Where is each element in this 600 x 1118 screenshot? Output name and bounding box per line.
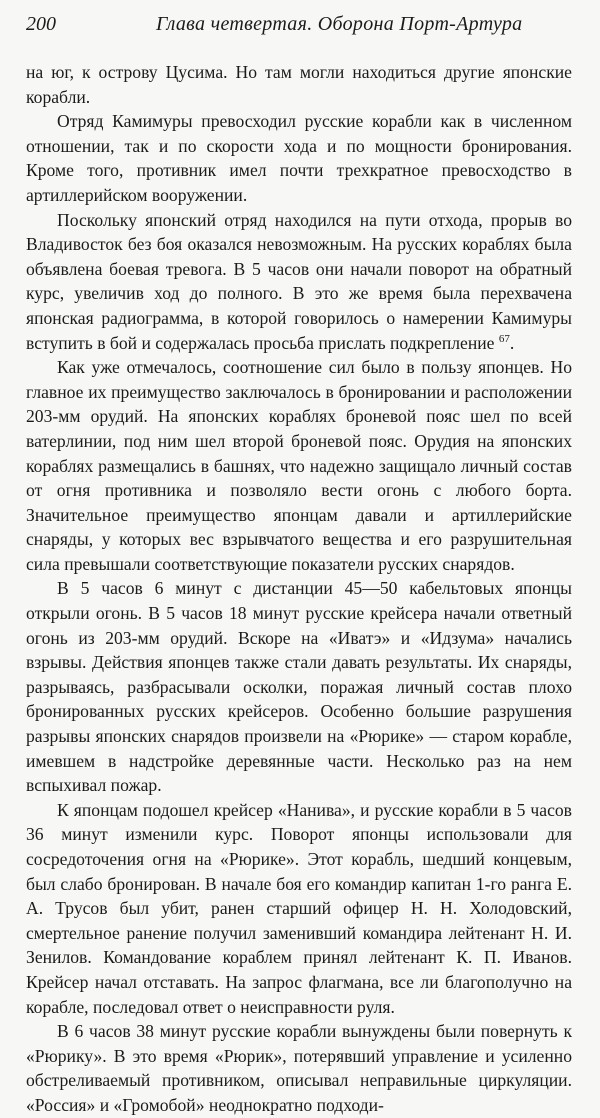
running-head [26, 14, 572, 60]
paragraph: К японцам подошел крейсер «Нанива», и русские корабли в 5 часов 36 минут изменили курс. Поворот японцы использовали для сосредоточения огня на «Рюрике». Этот корабль, шедший концевым, был слабо бронирован. В начале боя его командир капитан 1-го ранга Е. А. Трусов был убит, ранен старший офицер Н. Н. Холодовский, смертельное ранение получил заменивший командира лейтенант Н. И. Зенилов. Командование кораблем принял лейтенант К. П. Иванов. Крейсер начал отставать. На запрос флагмана, все ли благополучно на корабле, последовал ответ о неисправности руля. [26, 799, 572, 1017]
footnote-reference: 67 [498, 332, 510, 345]
page-number: 200 [26, 13, 56, 35]
paragraph: В 5 часов 6 минут с дистанции 45—50 кабельтовых японцы открыли огонь. В 5 часов 18 минут русские крейсера начали ответный огонь из 203-мм орудий. Вскоре на «Иватэ» и «Идзума» начались взрывы. Действия японцев также стали давать результаты. Их снаряды, разрываясь, разбрасывали осколки, поражая личный состав плохо бронированных русских крейсеров. Особенно большие разрушения разрывы японских снарядов произвели на «Рюрике» — старом корабле, имевшем в надстройке деревянные части. Несколько раз на нем вспыхивал пожар. [26, 578, 572, 796]
paragraph-tail: . [509, 332, 515, 353]
paragraph: Как уже отмечалось, соотношение сил было в пользу японцев. Но главное их преимущество заключалось в бронировании и расположении 203-мм орудий. На японских кораблях броневой пояс шел по всей ватерлинии, под ним шел второй броневой пояс. Орудия на японских кораблях размещались в башнях, что надежно защищало личный состав от огня противника и позволяло вести огонь с любого борта. Значительное преимущество японцам давали и артиллерийские снаряды, у которых вес взрывчатого вещества и его разрушительная сила превышали соответствующие показатели русских снарядов. [26, 357, 572, 574]
paragraph: Отряд Камимуры превосходил русские корабли как в численном отношении, так и по скорости хода и по мощности бронирования. Кроме того, противник имел почти трехкратное превосходство в артиллерийском вооружении. [26, 111, 572, 205]
paragraph: В 6 часов 38 минут русские корабли вынуждены были повернуть к «Рюрику». В это время «Рюрик», потерявший управление и усиленно обстреливаемый противником, описывал неправильные циркуляции. «Россия» и «Громобой» неоднократно подходи- [26, 1021, 572, 1115]
paragraph-with-footnote [26, 208, 572, 356]
body-text [26, 60, 572, 1118]
paragraph-text: Поскольку японский отряд находился на пути отхода, прорыв во Владивосток без боя оказался невозможным. На русских кораблях была объявлена боевая тревога. В 5 часов они начали поворот на обратный курс, увеличив ход до полного. В это же время была перехвачена японская радиограмма, в которой говорилось о намерении Камимуры вступить в бой и содержалась просьба прислать подкрепление [26, 209, 572, 353]
chapter-title: Глава четвертая. Оборона Порт-Артура [156, 13, 523, 35]
paragraph-continued: на юг, к острову Цусима. Но там могли находиться другие японские корабли. [26, 62, 572, 107]
